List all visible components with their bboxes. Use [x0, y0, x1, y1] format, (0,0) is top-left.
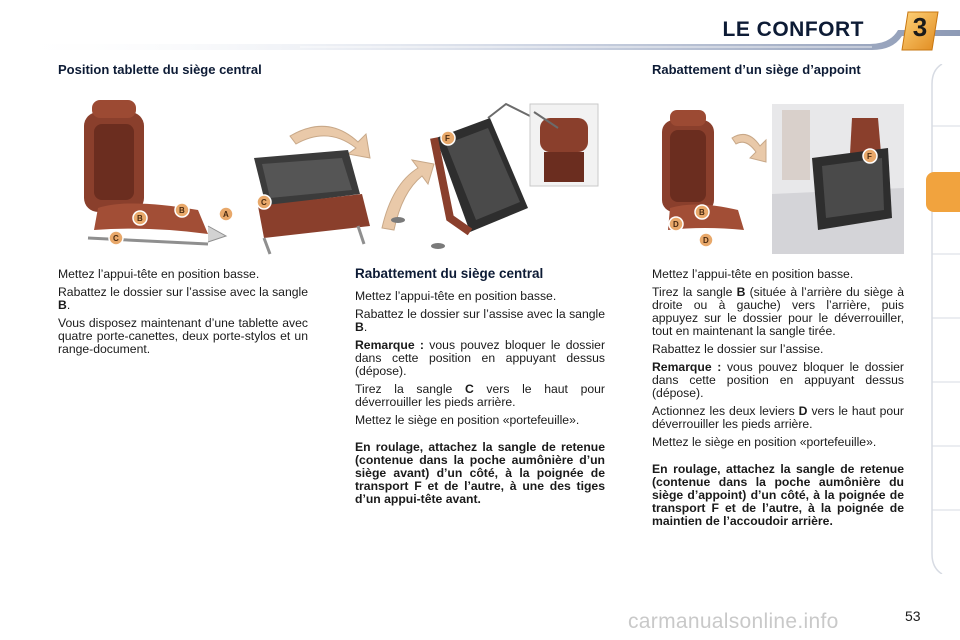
paragraph: Mettez l’appui-tête en position basse.	[58, 267, 260, 281]
page-title: LE CONFORT	[722, 18, 864, 41]
paragraph: Rabattez le dossier sur l’assise avec la sangle B.	[355, 307, 605, 334]
svg-text:D: D	[673, 220, 679, 229]
headrest-inset-icon	[530, 104, 598, 186]
paragraph: Vous disposez maintenant d’une tablette avec quatre porte-canettes, deux porte-stylos et un range-document.	[58, 316, 308, 356]
paragraph: Remarque : vous pouvez bloquer le dossier dans cette position en appuyant dessus (dépose).	[355, 338, 605, 378]
paragraph: Remarque : vous pouvez bloquer le dossier dans cette position en appuyant dessus (dépose).	[652, 360, 904, 400]
chapter-tab-rail	[928, 64, 960, 574]
paragraph: Mettez l’appui-tête en position basse.	[652, 267, 854, 281]
paragraph: Mettez le siège en position «portefeuille».	[355, 413, 580, 427]
svg-text:F: F	[445, 134, 450, 143]
paragraph: Tirez la sangle C vers le haut pour déverrouiller les pieds arrière.	[355, 382, 605, 409]
safety-warning: En roulage, attachez la sangle de retenue (contenue dans la poche aumônière du siège d’appoint) d’un côté, à la poignée de transport F et de l’autre, à la poignée de maintien de l’accoudoir arrière.	[652, 462, 904, 528]
paragraph: Mettez l’appui-tête en position basse.	[355, 289, 557, 303]
paragraph: Actionnez les deux leviers D vers le haut pour déverrouiller les pieds arrière.	[652, 404, 904, 431]
svg-text:C: C	[113, 234, 119, 243]
page-number: 53	[905, 608, 921, 624]
svg-text:F: F	[867, 152, 872, 161]
watermark: carmanualsonline.info	[628, 610, 839, 633]
svg-text:D: D	[703, 236, 709, 245]
section-title-siege-central: Rabattement du siège central	[355, 266, 544, 281]
chapter-number: 3	[912, 12, 928, 42]
tablette-instructions	[58, 268, 308, 361]
siege-central-instructions	[355, 290, 605, 511]
paragraph: Rabattez le dossier sur l’assise avec la sangle B.	[58, 285, 308, 312]
section-title-tablette: Position tablette du siège central	[58, 62, 262, 77]
auxiliary-seat-illustration	[652, 98, 904, 258]
paragraph: Rabattez le dossier sur l’assise.	[652, 342, 824, 356]
svg-text:C: C	[261, 198, 267, 207]
seat-upright-icon	[84, 100, 226, 244]
paragraph: Mettez le siège en position «portefeuille».	[652, 435, 877, 449]
paragraph: Tirez la sangle B (située à l’arrière du siège à droite ou à gauche) vers l’arrière, puis appuyez sur le dossier pour le déverrouiller, tout en maintenant la sangle tirée.	[652, 285, 904, 338]
curved-arrow-icon	[732, 134, 766, 162]
vehicle-interior-icon	[772, 104, 904, 254]
siege-appoint-instructions	[652, 268, 904, 533]
tablet-seat-illustration	[58, 98, 600, 258]
section-title-siege-appoint: Rabattement d’un siège d’appoint	[652, 62, 861, 77]
svg-text:B: B	[179, 206, 185, 215]
chapter-tab-active[interactable]	[926, 172, 960, 212]
svg-text:A: A	[223, 210, 229, 219]
curved-arrow-icon	[382, 160, 434, 230]
svg-text:B: B	[699, 208, 705, 217]
safety-warning: En roulage, attachez la sangle de retenue (contenue dans la poche aumônière d’un siège avant) d’un côté, à la poignée de transport F et de l’autre, à une des tiges d’un appui-tête avant.	[355, 440, 605, 506]
svg-text:B: B	[137, 214, 143, 223]
